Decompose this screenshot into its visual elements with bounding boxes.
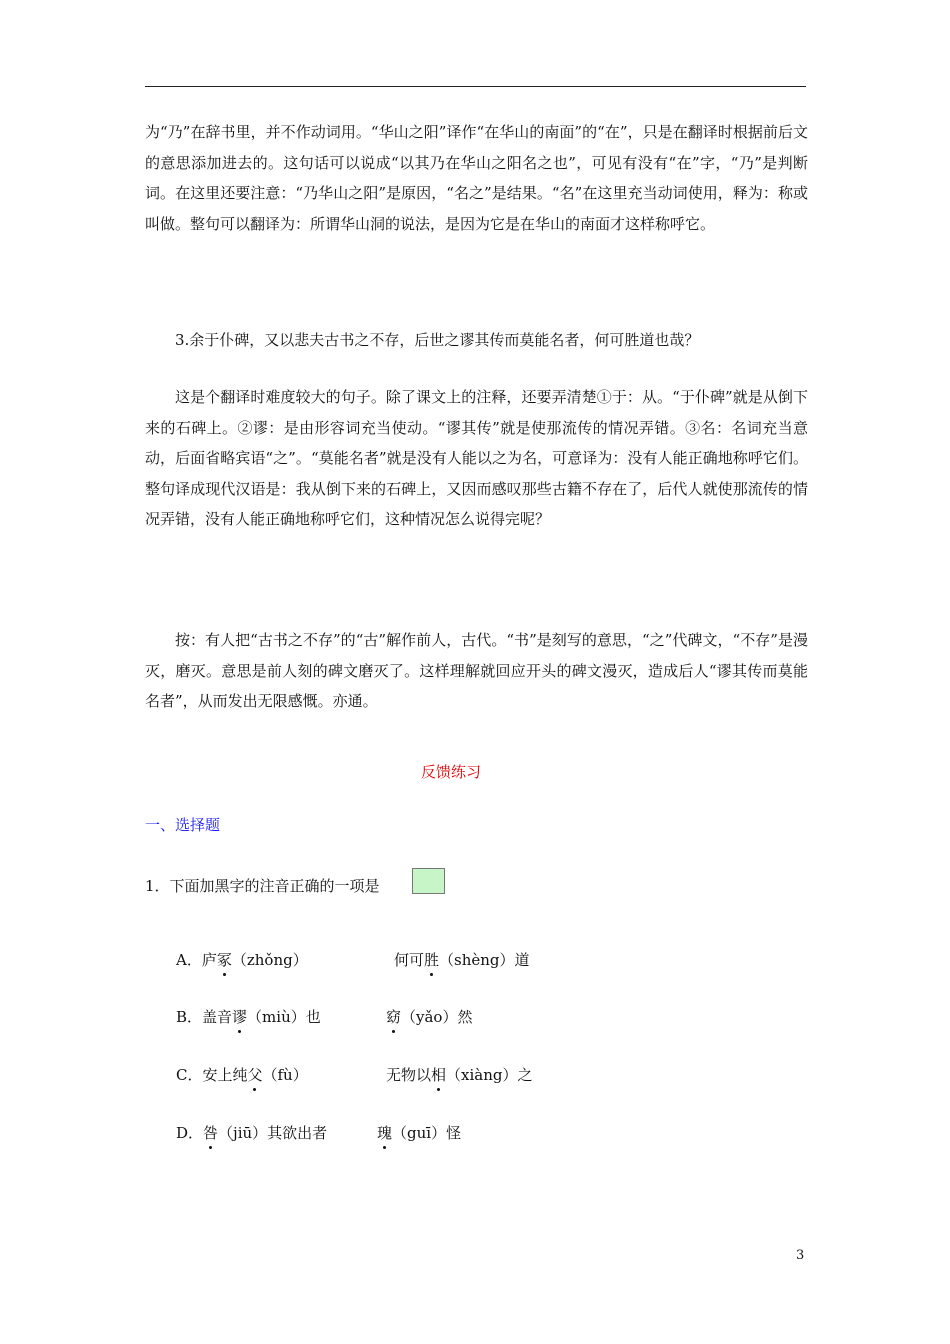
option-c-left-pre: C．安上纯 — [176, 1066, 248, 1084]
option-d-left-pre: D． — [176, 1124, 204, 1142]
option-a-left-post: （zhǒng） — [231, 951, 308, 969]
option-c-right-post: （xiàng）之 — [446, 1066, 533, 1084]
answer-box[interactable] — [412, 868, 445, 894]
option-d-right-post: （guī）怪 — [392, 1124, 462, 1142]
page-number: 3 — [796, 1248, 805, 1263]
option-c-right-pre: 无物以 — [386, 1066, 432, 1084]
option-c-left-post: （fù） — [262, 1066, 308, 1084]
option-a-left-pre: A．庐 — [176, 951, 217, 969]
option-a-left-dotted-char: 冢 — [216, 951, 232, 969]
paragraph-explanation-3: 这是个翻译时难度较大的句子。除了课文上的注释，还要弄清楚①于：从。“于仆碑”就是从倒下来的石碑上。②谬：是由形容词充当使动。“谬其传”就是使那流传的情况弄错。③名：名词充当意动，后面省略宾语“之”。“莫能名者”就是没有人能以之为名，可意译为：没有人能正确地称呼它们。整句译成现代汉语是：我从倒下来的石碑上，又因而感叹那些古籍不存在了，后代人就使那流传的情况弄错，没有人能正确地称呼它们，这种情况怎么说得完呢？ — [145, 388, 808, 528]
option-b-left — [176, 1007, 321, 1027]
paragraph-note: 按：有人把“古书之不存”的“古”解作前人，古代。“书”是刻写的意思，“之”代碑文，“不存”是漫灭，磨灭。意思是前人刻的碑文磨灭了。这样理解就回应开头的碑文漫灭，造成后人“谬其传而莫能名者”，从而发出无限感慨。亦通。 — [145, 631, 808, 710]
option-b-right — [386, 1007, 472, 1027]
option-a-right — [394, 950, 530, 970]
option-b-right-post: （yǎo）然 — [401, 1008, 473, 1026]
option-c-right-dotted-char: 相 — [431, 1066, 447, 1084]
option-c-left-dotted-char: 父 — [247, 1066, 263, 1084]
option-b-left-pre: B．盖音 — [176, 1008, 233, 1026]
section-title: 反馈练习 — [421, 763, 482, 781]
option-d-right-dotted-char: 瑰 — [377, 1124, 393, 1142]
option-a-left — [176, 950, 308, 970]
option-d-left-dotted-char: 咎 — [203, 1124, 219, 1142]
subsection-title: 一、选择题 — [145, 816, 221, 834]
option-d-left — [176, 1123, 327, 1143]
option-d-right — [377, 1123, 461, 1143]
option-d-left-post: （jiū）其欲出者 — [218, 1124, 328, 1142]
option-c-right — [386, 1065, 533, 1085]
question-stem: 1．下面加黑字的注音正确的一项是 — [145, 877, 380, 895]
option-a-right-pre: 何可 — [394, 951, 425, 969]
option-b-left-dotted-char: 谬 — [232, 1008, 248, 1026]
paragraph-sentence-3: 3.余于仆碑，又以悲夫古书之不存，后世之谬其传而莫能名者，何可胜道也哉？ — [175, 331, 700, 349]
option-b-left-post: （miù）也 — [247, 1008, 321, 1026]
option-a-right-post: （shèng）道 — [439, 951, 530, 969]
option-c-left — [176, 1065, 308, 1085]
option-b-right-dotted-char: 窈 — [386, 1008, 402, 1026]
paragraph-explanation-2: 为“乃”在辞书里，并不作动词用。“华山之阳”译作“在华山的南面”的“在”，只是在翻译时根据前后文的意思添加进去的。这句话可以说成“以其乃在华山之阳名之也”，可见有没有“在”字，“乃”是判断词。在这里还要注意：“乃华山之阳”是原因，“名之”是结果。“名”在这里充当动词使用，释为：称或叫做。整句可以翻译为：所谓华山洞的说法，是因为它是在华山的南面才这样称呼它。 — [145, 123, 808, 233]
option-a-right-dotted-char: 胜 — [424, 951, 440, 969]
header-rule — [145, 86, 806, 87]
